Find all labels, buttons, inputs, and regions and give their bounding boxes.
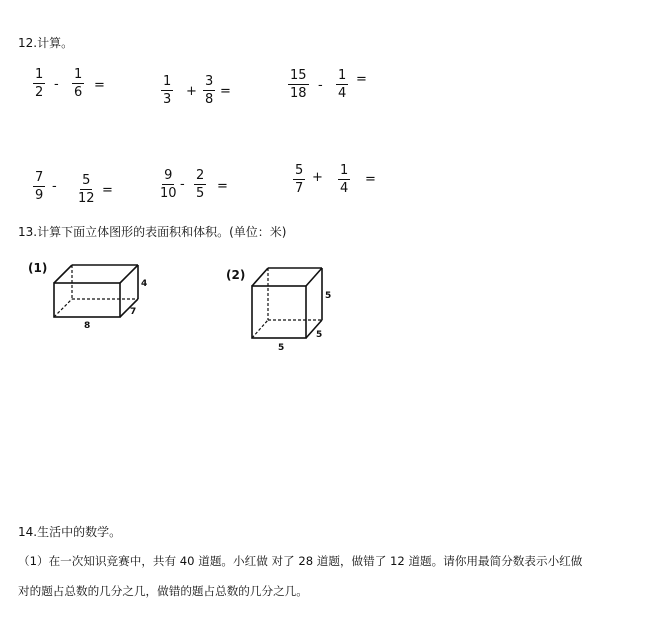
numerator: 5	[82, 173, 91, 188]
fraction	[288, 68, 309, 101]
denominator: 12	[78, 191, 95, 206]
numerator: 1	[35, 67, 44, 82]
equals-sign: =	[94, 78, 105, 93]
numerator: 1	[163, 74, 172, 89]
denominator: 9	[35, 188, 44, 203]
q14-problem-line1: （1）在一次知识竞赛中，共有 40 道题。小红做 对了 28 道题，做错了 12 道题。请你用最简分数表示小红做	[18, 554, 583, 568]
numerator: 3	[205, 74, 214, 89]
figure-label: (2)	[226, 268, 246, 282]
q12-title: 12.计算。	[18, 36, 74, 50]
equals-sign: =	[220, 84, 231, 99]
numerator: 1	[338, 68, 347, 83]
fraction	[161, 74, 173, 107]
fraction	[194, 168, 206, 201]
numerator: 15	[290, 68, 307, 83]
cube-figure	[224, 262, 344, 354]
fraction	[72, 67, 84, 100]
hidden-edges	[54, 265, 138, 317]
fraction	[33, 67, 45, 100]
dimension-label: 5	[325, 291, 332, 301]
fraction	[336, 68, 348, 101]
denominator: 18	[290, 86, 307, 101]
operator: +	[312, 170, 323, 185]
operator: -	[54, 77, 59, 92]
denominator: 4	[338, 86, 347, 101]
denominator: 4	[340, 181, 349, 196]
equals-sign: =	[356, 72, 367, 87]
q14-problem-line2: 对的题占总数的几分之几，做错的题占总数的几分之几。	[18, 584, 308, 598]
dimension-label: 4	[141, 279, 148, 289]
equals-sign: =	[365, 172, 376, 187]
denominator: 6	[74, 85, 83, 100]
hidden-edges	[252, 268, 322, 338]
numerator: 1	[74, 67, 83, 82]
q14-title: 14.生活中的数学。	[18, 525, 122, 539]
fraction	[293, 163, 305, 196]
denominator: 10	[160, 186, 177, 201]
cuboid-front-face	[54, 283, 120, 317]
numerator: 9	[164, 168, 173, 183]
fraction	[203, 74, 215, 107]
operator: +	[186, 84, 197, 99]
fraction	[33, 170, 45, 203]
equals-sign: =	[102, 183, 113, 198]
operator: -	[52, 179, 57, 194]
denominator: 5	[196, 186, 205, 201]
numerator: 1	[340, 163, 349, 178]
q13-title: 13.计算下面立体图形的表面积和体积。(单位：米)	[18, 225, 287, 239]
denominator: 3	[163, 92, 172, 107]
fraction	[158, 168, 179, 201]
dimension-label: 5	[278, 343, 285, 353]
dimension-label: 5	[316, 330, 323, 340]
numerator: 7	[35, 170, 44, 185]
figure-label: (1)	[28, 261, 48, 275]
denominator: 2	[35, 85, 44, 100]
dimension-label: 7	[130, 307, 137, 317]
numerator: 2	[196, 168, 205, 183]
equals-sign: =	[217, 179, 228, 194]
fraction	[338, 163, 350, 196]
cuboid-figure	[26, 255, 166, 335]
dimension-label: 8	[84, 321, 91, 331]
operator: -	[180, 177, 185, 192]
numerator: 5	[295, 163, 304, 178]
fraction	[76, 173, 97, 206]
denominator: 8	[205, 92, 214, 107]
denominator: 7	[295, 181, 304, 196]
operator: -	[318, 78, 323, 93]
cube-front-face	[252, 286, 306, 338]
